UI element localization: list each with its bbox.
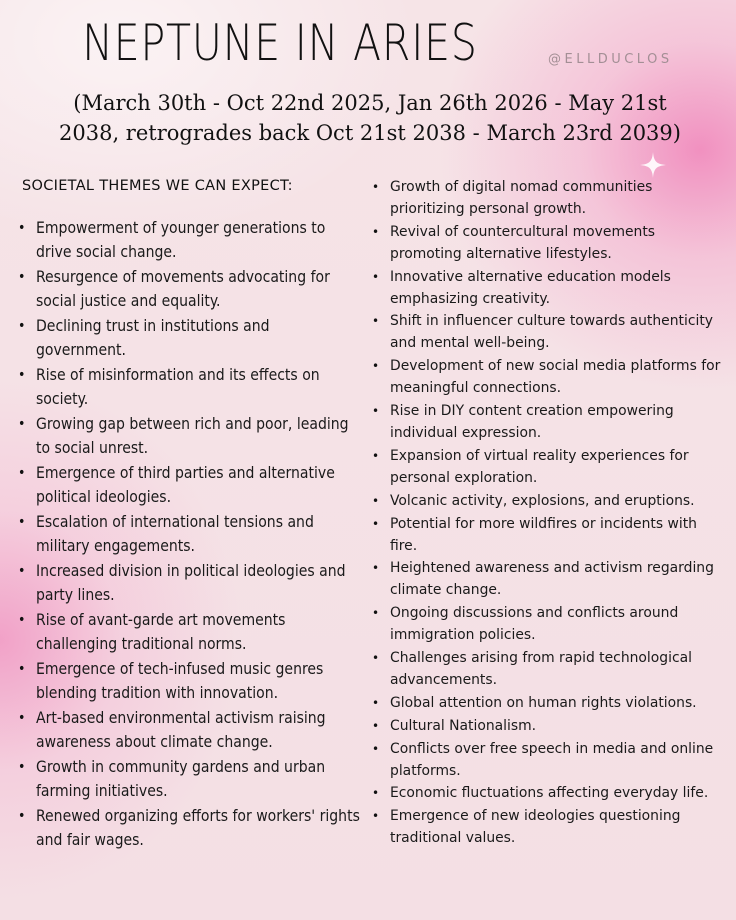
list-item bbox=[18, 412, 363, 460]
list-item bbox=[372, 558, 727, 602]
list-item bbox=[372, 491, 727, 513]
bullet-dot-icon: • bbox=[18, 612, 26, 628]
list-item-text: Ongoing discussions and conflicts around immigration policies. bbox=[390, 605, 679, 644]
bullet-dot-icon: • bbox=[372, 606, 380, 621]
bullet-dot-icon: • bbox=[372, 180, 380, 194]
bullet-dot-icon: • bbox=[18, 269, 26, 285]
date-range bbox=[50, 88, 690, 148]
list-item-text: Art-based environmental activism raising awareness about climate change. bbox=[36, 709, 326, 752]
list-item bbox=[372, 356, 727, 400]
bullet-dot-icon: • bbox=[372, 695, 380, 710]
list-item-text: Declining trust in institutions and government. bbox=[36, 317, 270, 360]
list-item-text: Heightened awareness and activism regarding climate change. bbox=[390, 560, 714, 599]
list-item-text: Resurgence of movements advocating for social justice and equality. bbox=[36, 268, 330, 311]
list-item bbox=[372, 648, 727, 692]
list-item bbox=[18, 461, 363, 509]
list-item-text: Increased division in political ideologies and party lines. bbox=[36, 562, 346, 605]
bullet-dot-icon: • bbox=[372, 314, 380, 329]
list-item-text: Rise in DIY content creation empowering individual expression. bbox=[390, 403, 674, 441]
list-item bbox=[372, 177, 727, 221]
list-item bbox=[372, 603, 727, 647]
left-theme-list bbox=[18, 216, 363, 853]
list-item bbox=[18, 657, 363, 705]
bullet-dot-icon: • bbox=[372, 224, 380, 239]
bullet-dot-icon: • bbox=[372, 516, 380, 531]
bullet-dot-icon: • bbox=[18, 808, 26, 824]
list-item-text: Development of new social media platforms for meaningful connections. bbox=[390, 358, 721, 397]
right-theme-list bbox=[372, 177, 727, 851]
bullet-dot-icon: • bbox=[18, 563, 26, 579]
list-item-text: Rise of misinformation and its effects on society. bbox=[36, 366, 320, 409]
list-item-text: Escalation of international tensions and military engagements. bbox=[36, 513, 314, 556]
bullet-dot-icon: • bbox=[372, 269, 380, 284]
list-item-text: Conflicts over free speech in media and online platforms. bbox=[390, 740, 714, 779]
list-item bbox=[18, 706, 363, 754]
list-item-text: Growth of digital nomad communities prioritizing personal growth. bbox=[390, 179, 653, 217]
list-item bbox=[18, 755, 363, 803]
bullet-dot-icon: • bbox=[18, 661, 26, 677]
bullet-dot-icon: • bbox=[372, 741, 380, 756]
sparkle-icon bbox=[640, 152, 666, 178]
bullet-dot-icon: • bbox=[372, 404, 380, 419]
bullet-dot-icon: • bbox=[18, 367, 26, 383]
bullet-dot-icon: • bbox=[18, 220, 26, 236]
list-item-text: Rise of avant-garde art movements challenging traditional norms. bbox=[36, 611, 286, 654]
list-item bbox=[372, 514, 727, 558]
list-item-text: Emergence of new ideologies questioning traditional values. bbox=[390, 808, 681, 847]
page-title: NEPTUNE IN ARIES bbox=[82, 14, 478, 72]
list-item-text: Renewed organizing efforts for workers' rights and fair wages. bbox=[36, 807, 360, 850]
list-item-text: Growth in community gardens and urban farming initiatives. bbox=[36, 758, 326, 801]
list-item-text: Emergence of tech-infused music genres blending tradition with innovation. bbox=[36, 660, 324, 703]
bullet-dot-icon: • bbox=[372, 651, 380, 666]
list-item-text: Global attention on human rights violations. bbox=[390, 694, 697, 711]
list-item-text: Emergence of third parties and alternative political ideologies. bbox=[36, 464, 335, 507]
bullet-dot-icon: • bbox=[18, 759, 26, 775]
list-item-text: Challenges arising from rapid technological advancements. bbox=[390, 650, 692, 688]
list-item-text: Empowerment of younger generations to drive social change. bbox=[36, 219, 326, 262]
list-item bbox=[372, 311, 727, 355]
list-item bbox=[372, 783, 727, 805]
bullet-dot-icon: • bbox=[372, 718, 380, 733]
list-item-text: Volcanic activity, explosions, and eruptions. bbox=[390, 492, 695, 509]
list-item bbox=[18, 804, 363, 852]
list-item bbox=[372, 222, 727, 266]
bullet-dot-icon: • bbox=[18, 514, 26, 530]
list-item bbox=[18, 265, 363, 313]
list-item bbox=[372, 716, 727, 738]
list-item-text: Revival of countercultural movements promoting alternative lifestyles. bbox=[390, 223, 656, 262]
bullet-dot-icon: • bbox=[372, 786, 380, 801]
bullet-dot-icon: • bbox=[18, 465, 26, 481]
list-item-text: Economic fluctuations affecting everyday life. bbox=[390, 785, 709, 802]
list-item bbox=[18, 510, 363, 558]
author-handle: @ELLDUCLOS bbox=[548, 52, 673, 67]
list-item bbox=[18, 363, 363, 411]
date-range-line-1: (March 30th - Oct 22nd 2025, Jan 26th 2026 - May 21st bbox=[73, 91, 667, 115]
list-item-text: Cultural Nationalism. bbox=[390, 717, 537, 734]
list-item bbox=[372, 739, 727, 783]
list-item bbox=[372, 401, 727, 445]
list-item bbox=[372, 806, 727, 850]
list-item bbox=[18, 216, 363, 264]
list-item-text: Shift in influencer culture towards authenticity and mental well-being. bbox=[390, 313, 713, 352]
list-item bbox=[18, 314, 363, 362]
date-range-line-2: 2038, retrogrades back Oct 21st 2038 - March 23rd 2039) bbox=[59, 121, 681, 145]
bullet-dot-icon: • bbox=[372, 359, 380, 374]
list-item bbox=[372, 693, 727, 715]
bullet-dot-icon: • bbox=[372, 809, 380, 824]
list-item bbox=[372, 446, 727, 490]
section-heading: SOCIETAL THEMES WE CAN EXPECT: bbox=[22, 178, 293, 194]
bullet-dot-icon: • bbox=[18, 318, 26, 334]
list-item bbox=[18, 608, 363, 656]
list-item bbox=[372, 267, 727, 311]
bullet-dot-icon: • bbox=[18, 710, 26, 726]
bullet-dot-icon: • bbox=[18, 416, 26, 432]
bullet-dot-icon: • bbox=[372, 493, 380, 508]
bullet-dot-icon: • bbox=[372, 561, 380, 576]
list-item bbox=[18, 559, 363, 607]
list-item-text: Innovative alternative education models emphasizing creativity. bbox=[390, 268, 671, 307]
list-item-text: Expansion of virtual reality experiences for personal exploration. bbox=[390, 447, 689, 486]
list-item-text: Growing gap between rich and poor, leading to social unrest. bbox=[36, 415, 349, 458]
list-item-text: Potential for more wildfires or incidents with fire. bbox=[390, 515, 697, 554]
bullet-dot-icon: • bbox=[372, 448, 380, 463]
